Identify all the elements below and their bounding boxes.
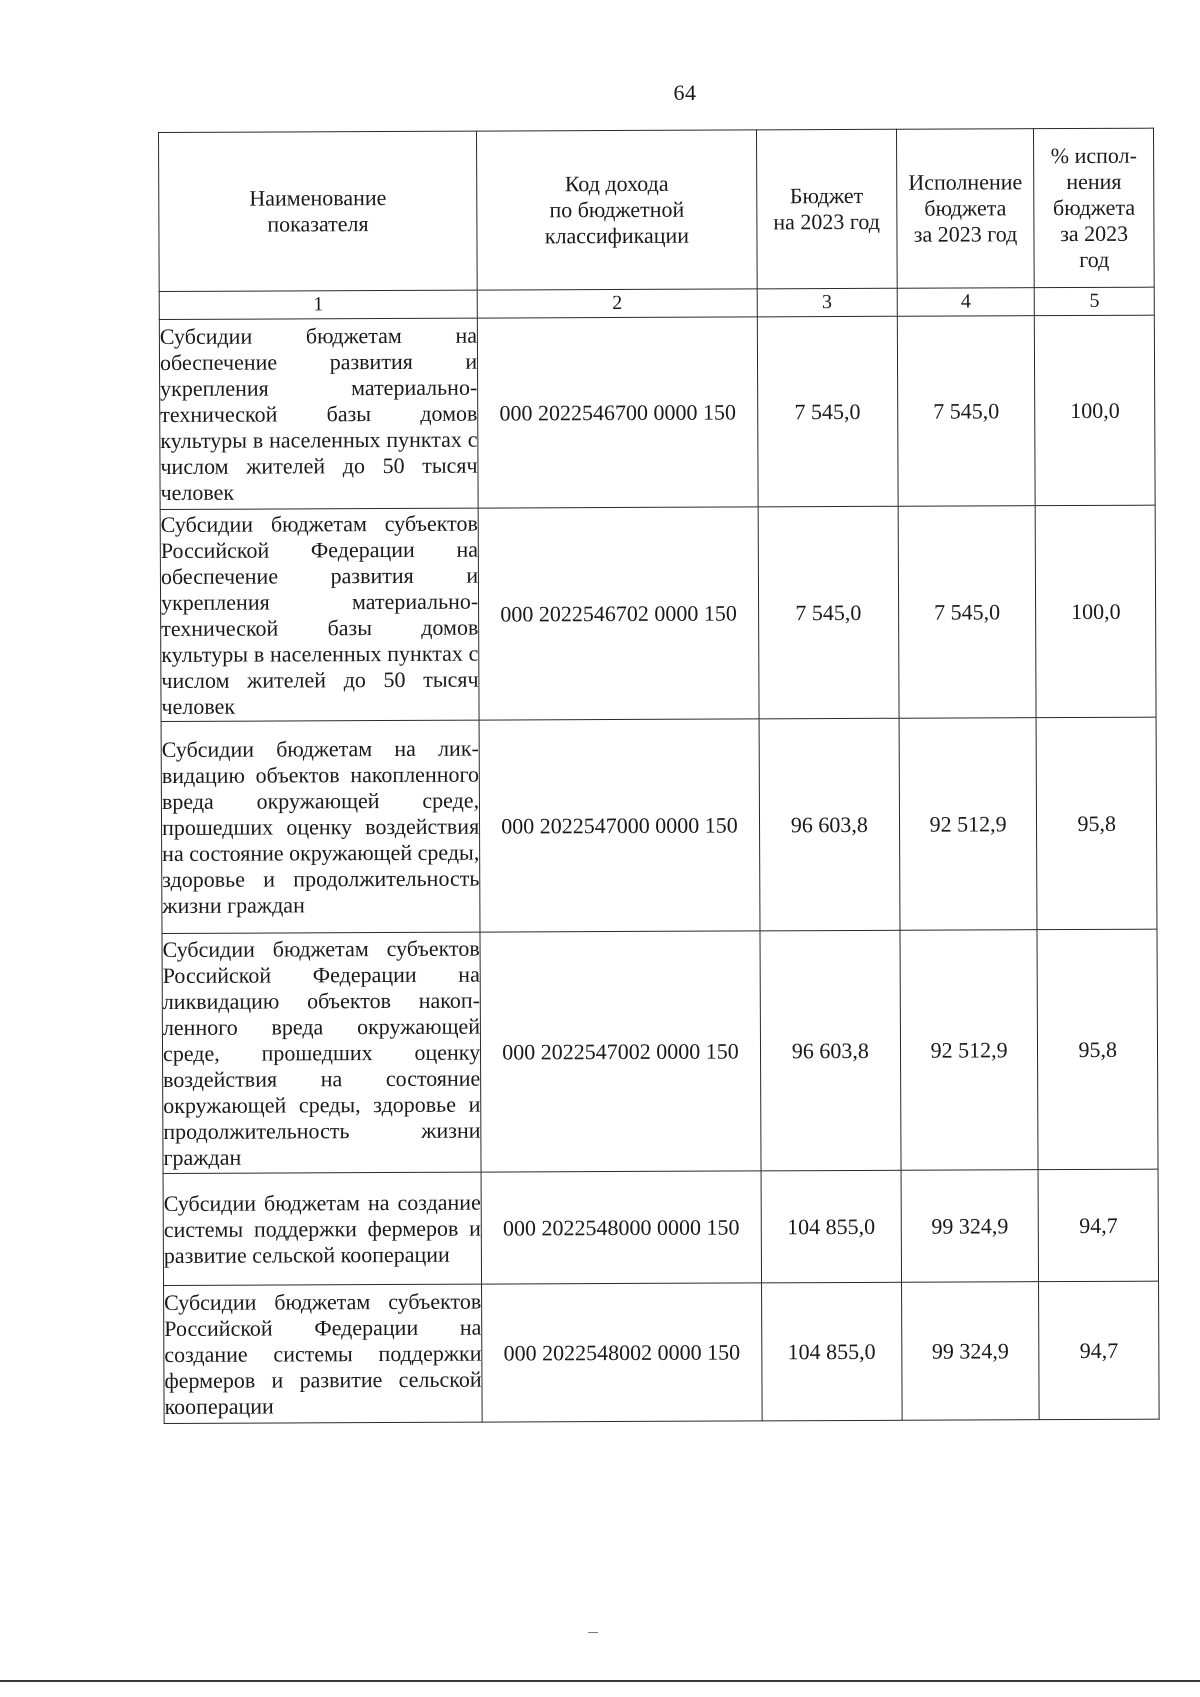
percent-value: 94,7 [1039, 1281, 1159, 1420]
budget-execution-table [158, 128, 1160, 1424]
indicator-name: Субсидии бюджетам субъектов Российской Федерации на ликвидацию объектов накопленного вреда окружающей среде, прошедших оценку воздействия на состояние окружающей среды, здоровье и продолжительность жизни граждан [162, 932, 481, 1173]
budget-value: 104 855,0 [761, 1282, 901, 1421]
income-code: 000 2022548002 0000 150 [482, 1283, 762, 1422]
scan-edge-line [0, 1680, 1200, 1682]
table-row [160, 505, 1156, 721]
income-code: 000 2022546702 0000 150 [478, 507, 759, 720]
column-number: 2 [477, 289, 757, 318]
percent-value: 100,0 [1035, 315, 1155, 506]
column-number-row [159, 287, 1154, 319]
income-code: 000 2022547000 0000 150 [479, 719, 760, 932]
percent-value: 95,8 [1037, 929, 1158, 1170]
income-code: 000 2022548000 0000 150 [481, 1171, 761, 1284]
indicator-name: Субсидии бюджетам на обеспечение развития и укрепления материально-технической базы домов культуры в населенных пунктах с числом жителей до 50 тысяч человек [159, 318, 478, 509]
header-income-code: Код дохода по бюджетной классификации [477, 130, 757, 290]
budget-value: 96 603,8 [760, 930, 901, 1171]
header-budget: Бюджет на 2023 год [756, 129, 897, 289]
budget-value: 96 603,8 [759, 718, 900, 931]
percent-value: 94,7 [1038, 1169, 1158, 1282]
execution-value: 7 545,0 [898, 506, 1037, 719]
execution-value: 92 512,9 [899, 718, 1038, 931]
page-number: 64 [673, 80, 697, 105]
execution-value: 7 545,0 [897, 316, 1036, 507]
execution-value: 99 324,9 [901, 1170, 1039, 1283]
execution-value: 92 512,9 [900, 930, 1039, 1171]
header-execution: Исполнение бюджета за 2023 год [896, 129, 1034, 289]
header-indicator-name: Наименование показателя [159, 131, 478, 291]
table-header-row [159, 128, 1155, 291]
indicator-name: Субсидии бюджетам на ликвидацию объектов накопленного вреда окружающей среде, прошедших оценку воздействия на состояние окружающей среды, здоровье и продолжительность жизни граждан [161, 720, 480, 933]
table-row [163, 1169, 1158, 1285]
scan-speck [588, 1632, 598, 1633]
percent-value: 100,0 [1036, 505, 1157, 718]
table-row [164, 1281, 1160, 1423]
indicator-name: Субсидии бюджетам на создание системы поддержки фермеров и развитие сельской кооперации [163, 1172, 482, 1285]
budget-table-container [158, 128, 1160, 1424]
income-code: 000 2022546700 0000 150 [477, 317, 758, 508]
percent-value: 95,8 [1036, 717, 1157, 930]
header-percent: % испол- нения бюджета за 2023 год [1034, 128, 1154, 288]
indicator-name: Субсидии бюджетам субъектов Российской Федерации на обеспечение развития и укрепления материально-технической базы домов культуры в населенных пунктах с числом жителей до 50 тысяч человек [160, 508, 479, 721]
table-row [159, 315, 1155, 509]
indicator-name: Субсидии бюджетам субъектов Российской Федерации на создание системы поддержки фермеров и развитие сельской кооперации [164, 1284, 483, 1423]
income-code: 000 2022547002 0000 150 [480, 931, 761, 1172]
budget-value: 7 545,0 [757, 316, 898, 507]
budget-value: 104 855,0 [761, 1170, 901, 1283]
column-number: 5 [1035, 287, 1155, 316]
column-number: 3 [757, 288, 897, 317]
execution-value: 99 324,9 [901, 1282, 1039, 1421]
budget-value: 7 545,0 [758, 506, 899, 719]
table-row [162, 929, 1158, 1173]
table-row [161, 717, 1157, 933]
column-number: 1 [159, 290, 477, 319]
column-number: 4 [897, 288, 1035, 317]
